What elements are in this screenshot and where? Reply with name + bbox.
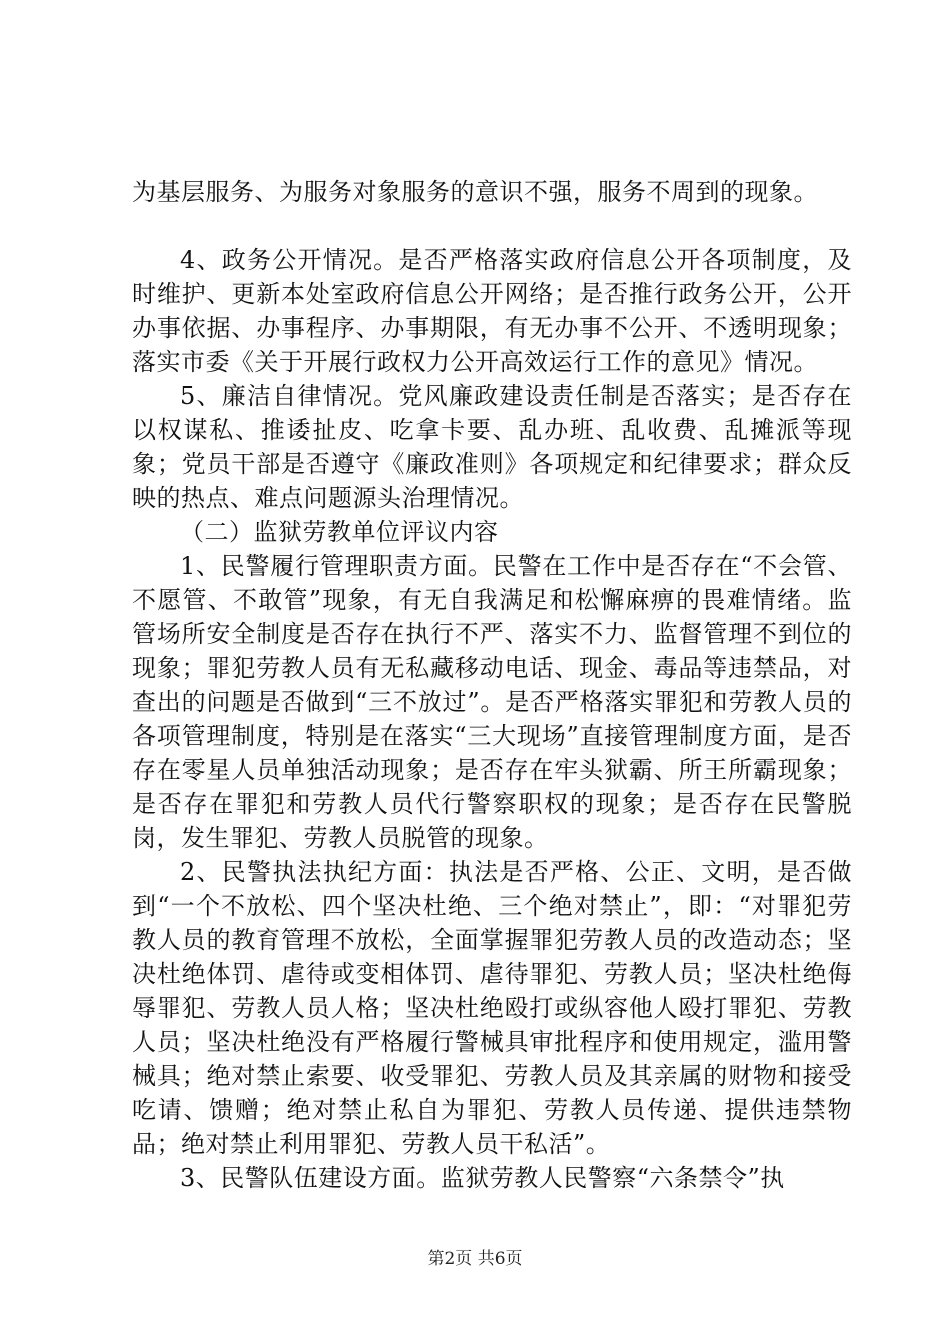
paragraph-item-5: 5、廉洁自律情况。党风廉政建设责任制是否落实；是否存在以权谋私、推诿扯皮、吃拿卡要、乱办班、乱收费、乱摊派等现象；党员干部是否遵守《廉政准则》各项规定和纪律要求；群众反映的热点、难点问题源头治理情况。 bbox=[132, 382, 852, 512]
paragraph-item-4: 4、政务公开情况。是否严格落实政府信息公开各项制度，及时维护、更新本处室政府信息公开网络；是否推行政务公开，公开办事依据、办事程序、办事期限，有无办事不公开、不透明现象；落实市委《关于开展行政权力公开高效运行工作的意见》情况。 bbox=[132, 246, 852, 376]
section-heading: （二）监狱劳教单位评议内容 bbox=[180, 518, 499, 546]
paragraph-continuation: 为基层服务、为服务对象服务的意识不强，服务不周到的现象。 bbox=[132, 178, 818, 206]
page-number-footer: 第2页 共6页 bbox=[427, 1249, 523, 1269]
paragraph-section2-item-3: 3、民警队伍建设方面。监狱劳教人民警察“六条禁令”执 bbox=[180, 1164, 785, 1192]
document-body bbox=[132, 175, 852, 1195]
paragraph-section2-item-1: 1、民警履行管理职责方面。民警在工作中是否存在“不会管、不愿管、不敢管”现象，有无自我满足和松懈麻痹的畏难情绪。监管场所安全制度是否存在执行不严、落实不力、监督管理不到位的现象；罪犯劳教人员有无私藏移动电话、现金、毒品等违禁品，对查出的问题是否做到“三不放过”。是否严格落实罪犯和劳教人员的各项管理制度，特别是在落实“三大现场”直接管理制度方面，是否存在零星人员单独活动现象；是否存在牢头狱霸、所王所霸现象；是否存在罪犯和劳教人员代行警察职权的现象；是否存在民警脱岗，发生罪犯、劳教人员脱管的现象。 bbox=[132, 552, 852, 852]
paragraph-section2-item-2: 2、民警执法执纪方面：执法是否严格、公正、文明，是否做到“一个不放松、四个坚决杜绝、三个绝对禁止”，即：“对罪犯劳教人员的教育管理不放松，全面掌握罪犯劳教人员的改造动态；坚决杜绝体罚、虐待或变相体罚、虐待罪犯、劳教人员；坚决杜绝侮辱罪犯、劳教人员人格；坚决杜绝殴打或纵容他人殴打罪犯、劳教人员；坚决杜绝没有严格履行警械具审批程序和使用规定，滥用警械具；绝对禁止索要、收受罪犯、劳教人员及其亲属的财物和接受吃请、馈赠；绝对禁止私自为罪犯、劳教人员传递、提供违禁物品；绝对禁止利用罪犯、劳教人员干私活”。 bbox=[132, 858, 852, 1158]
